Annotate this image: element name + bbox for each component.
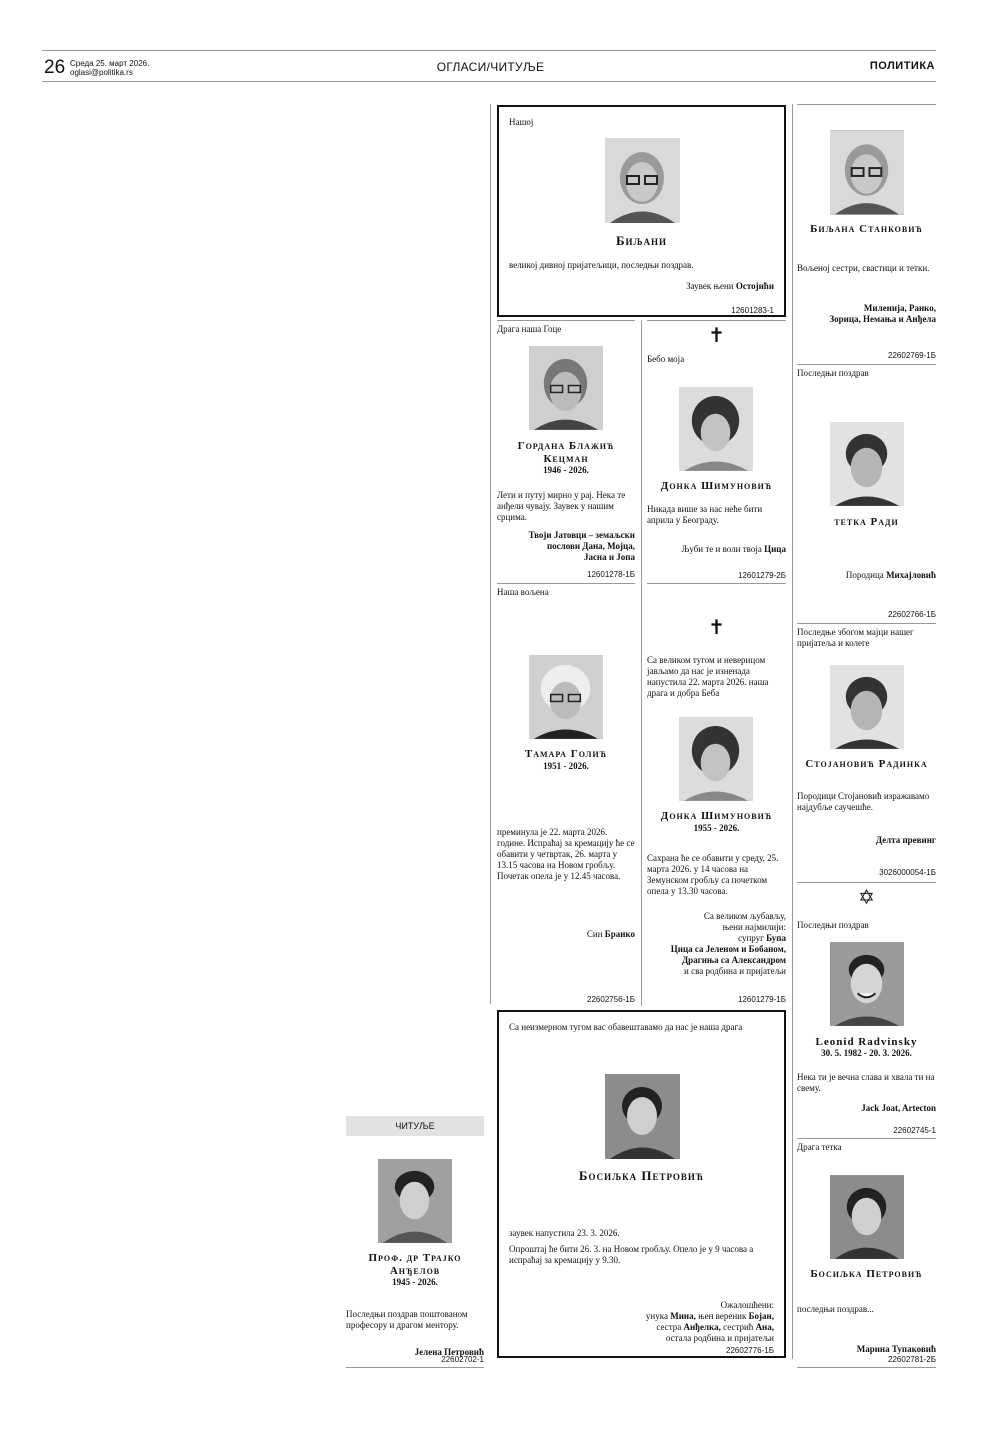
signature-line: Твоји Јатовци – земаљски — [528, 530, 635, 540]
section-banner: ЧИТУЉЕ — [346, 1116, 484, 1136]
ad-separator — [797, 882, 936, 883]
ad-separator — [497, 320, 635, 321]
ad-code: 22602745-1 — [893, 1126, 936, 1135]
email-line: oglasi@politika.rs — [70, 68, 133, 77]
ad-separator — [346, 1367, 484, 1368]
signature — [829, 303, 936, 325]
message-text: Нека ти је вечна слава и хвала ти на свему. — [797, 1072, 935, 1093]
signature-line: и сва родбина и пријатељи — [684, 966, 786, 976]
deceased-name: Босиљка Петровић — [810, 1268, 923, 1280]
signature-bold: Остојићи — [735, 281, 774, 291]
signature-part: Мина, — [670, 1311, 696, 1321]
ad-separator — [797, 623, 936, 624]
deceased-name: Донка Шимуновић — [660, 810, 773, 822]
signature — [846, 570, 936, 581]
portrait-image — [830, 665, 904, 749]
ad-code: 12601279-1Б — [738, 995, 786, 1004]
portrait-image — [529, 655, 603, 739]
section-title: ОГЛАСИ/ЧИТУЉЕ — [436, 60, 545, 74]
obituary-donka-1 — [647, 322, 786, 580]
portrait-image — [830, 942, 904, 1026]
message-text: Сахрана ће се обавити у среду, 25. марта 2026. у 14 часова на Земунском гробљу са почетком опела у 13.30 часова. — [647, 853, 779, 896]
signature-prefix: Породица — [845, 570, 887, 580]
signature-part: њен вереник — [695, 1311, 749, 1321]
ad-separator — [797, 1138, 936, 1139]
star-of-david-icon: ✡ — [858, 887, 875, 909]
message-text: Лети и путуј мирно у рај. Нека те анђели чувају. Заувек у нашим срцима. — [497, 490, 626, 522]
message-text: Опроштај ће бити 26. 3. на Новом гробљу. Опело је у 9 часова а испраћај за кремацију у 9.30. — [509, 1244, 754, 1265]
life-years: 1955 - 2026. — [693, 823, 740, 833]
ad-code: 22602781-2Б — [888, 1355, 936, 1364]
portrait-image — [529, 346, 603, 430]
life-years: 1946 - 2026. — [543, 465, 589, 475]
obituary-bosiljka — [497, 1010, 786, 1358]
obituary-bosiljka-2 — [797, 1140, 936, 1358]
signature-line: њени најмилији: — [722, 922, 786, 932]
obituary-leonid — [797, 884, 936, 1136]
deceased-name: тетка Ради — [834, 516, 899, 528]
message-text: великој дивној пријатељици, последњи поздрав. — [509, 260, 694, 270]
signature-line: Драгиња са Александром — [681, 955, 786, 965]
portrait-image — [830, 130, 904, 215]
signature-line: остала родбина и пријатељи — [665, 1333, 774, 1343]
date-line: Среда 25. март 2026. — [70, 59, 150, 68]
ad-separator — [797, 1367, 936, 1368]
portrait-image — [679, 717, 753, 801]
signature-line: Миленија, Ранко, — [863, 303, 936, 313]
signature — [671, 911, 786, 977]
portrait-photo — [679, 717, 753, 801]
portrait-image — [605, 1074, 680, 1159]
ad-code: 3026000054-1Б — [879, 868, 936, 877]
signature-bold: Михајловић — [886, 570, 936, 580]
portrait-image — [830, 1175, 904, 1259]
obituary-gordana — [497, 322, 635, 580]
deceased-name: Босиљка Петровић — [578, 1168, 705, 1183]
intro-text: Последње збогом мајци нашег пријатеља и колеге — [797, 627, 914, 648]
obituary-biljani — [497, 105, 786, 317]
signature — [529, 530, 635, 563]
page-number: 26 — [44, 57, 66, 78]
portrait-photo — [830, 942, 904, 1026]
obituary-rade — [797, 366, 936, 621]
signature-line: Цица са Јеленом и Бобаном, — [670, 944, 786, 954]
portrait-photo — [830, 422, 904, 506]
signature-line: Јасна и Јопа — [583, 552, 635, 562]
signature-bold: Цица — [764, 544, 786, 554]
signature — [587, 929, 635, 940]
message-text: Породици Стојановић изражавамо најдубље саучешће. — [797, 791, 930, 812]
portrait-image — [605, 138, 680, 223]
signature-part: унука — [645, 1311, 671, 1321]
cross-icon: ✝ — [708, 325, 725, 347]
signature — [682, 544, 787, 555]
intro-text: Драга наша Гоце — [497, 324, 562, 334]
signature-part: Анђелка, — [683, 1322, 721, 1332]
signature-part: Бојан, — [748, 1311, 774, 1321]
intro-text: Драга тетка — [797, 1142, 842, 1152]
portrait-photo — [529, 346, 603, 430]
signature-bold: Делта превинг — [875, 835, 936, 845]
deceased-name: Стојановић Радинка — [805, 758, 928, 770]
message-text: Последњи поздрав поштованом професору и драгом ментору. — [346, 1309, 468, 1330]
obituary-donka-2 — [647, 585, 786, 1005]
signature-line: Зорица, Немања и Анђела — [829, 314, 936, 324]
column-divider — [490, 104, 491, 1004]
message-text: последњи поздрав... — [797, 1304, 874, 1314]
signature-prefix: супруг — [738, 933, 767, 943]
ad-code: 12601278-1Б — [587, 570, 635, 579]
signature-bold: Марина Тупаковић — [856, 1344, 936, 1354]
signature-part: сестра — [656, 1322, 684, 1332]
signature — [857, 1344, 936, 1355]
newspaper-logo: ПОЛИТИКА — [869, 60, 935, 72]
message-text: Вољеној сестри, свастици и тетки. — [797, 263, 930, 273]
column-divider — [792, 104, 793, 1359]
column-divider — [641, 320, 642, 1006]
life-years: 30. 5. 1982 - 20. 3. 2026. — [821, 1048, 912, 1058]
name-line: Проф. др Трајко — [368, 1252, 462, 1264]
portrait-photo — [605, 1074, 680, 1159]
signature — [861, 1103, 936, 1114]
ad-separator — [647, 320, 786, 321]
intro-text: Последњи поздрав — [797, 368, 869, 378]
ad-code: 12601279-2Б — [738, 571, 786, 580]
intro-text: Наша вољена — [497, 587, 549, 597]
obituary-trajko — [346, 1116, 484, 1366]
deceased-name — [346, 1252, 484, 1278]
portrait-photo — [605, 138, 680, 223]
ad-separator — [497, 583, 635, 584]
ad-code: 22602756-1Б — [587, 995, 635, 1004]
portrait-image — [378, 1159, 452, 1243]
portrait-photo — [529, 655, 603, 739]
portrait-photo — [830, 1175, 904, 1259]
intro-text: Са неизмерном тугом вас обавештавамо да нас је наша драга — [509, 1022, 743, 1032]
message-text: Никада више за нас неће бити априла у Београду. — [647, 504, 763, 525]
signature — [686, 281, 774, 292]
obituary-tamara — [497, 585, 635, 1005]
message-text: преминула је 22. марта 2026. године. Испраћај за кремацију ће се обавити у четвртак, 26. марта у 13.15 часова на Новом гробљу. Почетак опела је у 12.45 часова. — [497, 827, 635, 881]
deceased-name: Leonid Radvinsky — [815, 1036, 918, 1048]
ad-code: 12601283-1 — [731, 306, 774, 315]
intro-text: Последњи поздрав — [797, 920, 869, 930]
header-bottom-rule — [42, 81, 936, 82]
ad-code: 22602776-1Б — [726, 1346, 774, 1355]
deceased-name: Тамара Голић — [524, 748, 608, 760]
ad-code: 22602766-1Б — [888, 610, 936, 619]
ad-code: 22602702-1 — [441, 1355, 484, 1364]
signature-line: послови Дана, Мојца, — [547, 541, 635, 551]
life-years: 1951 - 2026. — [543, 761, 589, 771]
life-years: 1945 - 2026. — [392, 1277, 438, 1287]
ad-code: 22602769-1Б — [888, 351, 936, 360]
ad-separator — [647, 583, 786, 584]
signature — [646, 1300, 774, 1344]
signature-bold: Бупа — [766, 933, 786, 943]
name-line: Гордана Блажић — [517, 440, 615, 452]
signature-bold: Бранко — [604, 929, 635, 939]
intro-text: Са великом тугом и неверицом јављамо да нас је изненада напустила 22. марта 2026. наша драга и добра Беба — [647, 655, 769, 698]
obituary-biljana-stankovic — [797, 105, 936, 363]
signature-prefix: Љуби те и воли твоја — [681, 544, 765, 554]
signature-prefix: Син — [586, 929, 605, 939]
signature-bold: Jack Joat, Artecton — [861, 1103, 936, 1113]
portrait-photo — [378, 1159, 452, 1243]
name-line: Кецман — [543, 453, 589, 465]
name-line: Анђелов — [389, 1265, 441, 1277]
portrait-photo — [830, 130, 904, 215]
deceased-name: Биљани — [615, 233, 668, 248]
intro-text: Бебо моја — [647, 354, 685, 364]
signature — [876, 835, 936, 846]
deceased-name — [497, 440, 635, 466]
cross-icon: ✝ — [708, 617, 725, 639]
signature-line: Са великом љубављу, — [703, 911, 786, 921]
portrait-image — [679, 387, 753, 471]
signature-part: Ана, — [755, 1322, 774, 1332]
signature-bold: Јелена Петровић — [414, 1347, 484, 1357]
deceased-name: Донка Шимуновић — [660, 480, 773, 492]
portrait-photo — [679, 387, 753, 471]
message-text: заувек напустила 23. 3. 2026. — [509, 1228, 620, 1238]
obituary-radinka — [797, 625, 936, 880]
deceased-name: Биљана Станковић — [810, 223, 923, 235]
header-top-rule — [42, 50, 936, 51]
signature-part: сестрић — [720, 1322, 756, 1332]
intro-text: Нашој — [509, 117, 534, 127]
portrait-photo — [830, 665, 904, 749]
ad-separator — [797, 364, 936, 365]
portrait-image — [830, 422, 904, 506]
signature-line: Ожалошћени: — [720, 1300, 774, 1310]
signature-prefix: Заувек њени — [686, 281, 736, 291]
